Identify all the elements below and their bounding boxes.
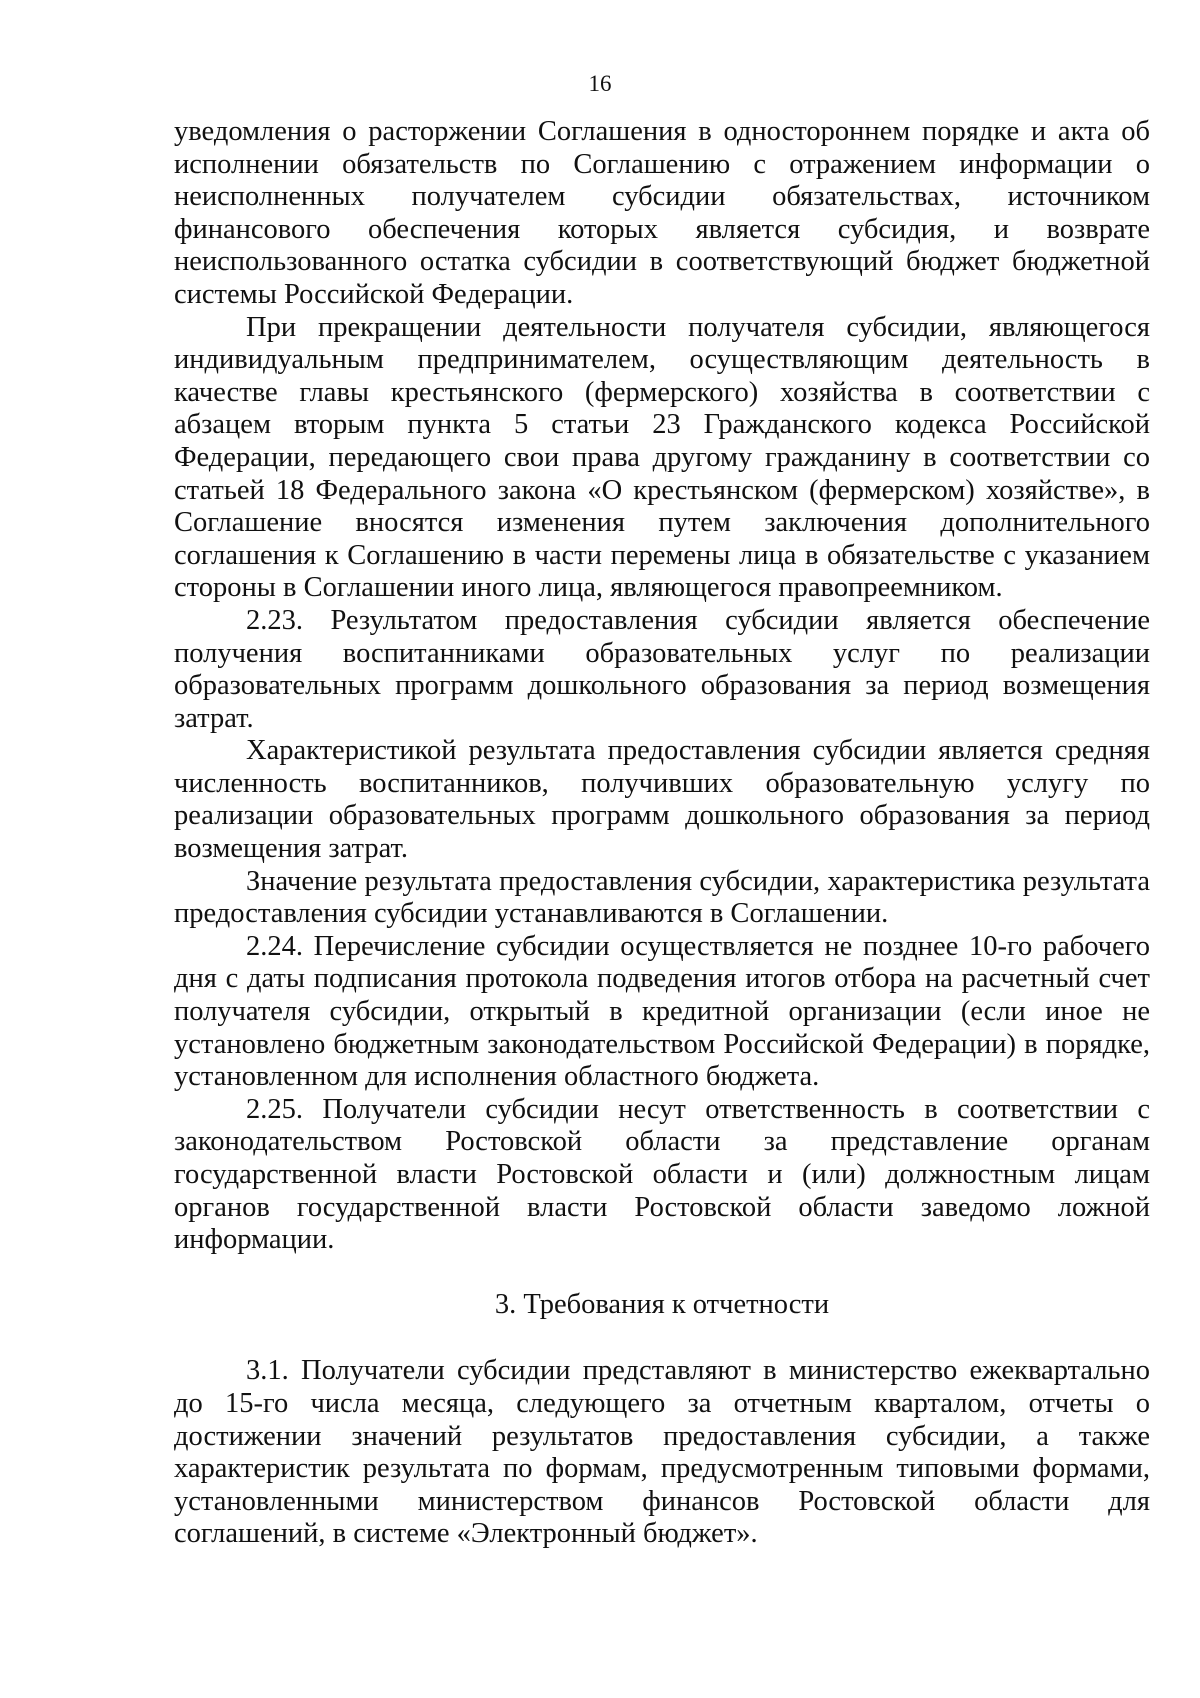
- paragraph-2-23: 2.23. Результатом предоставления субсидии является обеспечение получения воспитанниками образовательных услуг по реализации образовательных программ дошкольного образования за период возмещения затрат.: [174, 604, 1150, 734]
- paragraph-2-25: 2.25. Получатели субсидии несут ответственность в соответствии с законодательством Ростовской области за представление органам государственной власти Ростовской области и (или) должностным лицам органов государственной власти Ростовской области заведомо ложной информации.: [174, 1093, 1150, 1256]
- paragraph-continuation: уведомления о расторжении Соглашения в одностороннем порядке и акта об исполнении обязательств по Соглашению с отражением информации о неисполненных получателем субсидии обязательствах, источником финансового обеспечения которых является субсидия, и возврате неиспользованного остатка субсидии в соответствующий бюджет бюджетной системы Российской Федерации.: [174, 116, 1150, 310]
- page-number: 16: [588, 71, 612, 96]
- paragraph-termination-of-activity: При прекращении деятельности получателя субсидии, являющегося индивидуальным предпринимателем, осуществляющим деятельность в качестве главы крестьянского (фермерского) хозяйства в соответствии с абзацем вторым пункта 5 статьи 23 Гражданского кодекса Российской Федерации, передающего свои права другому гражданину в соответствии со статьей 18 Федерального закона «О крестьянском (фермерском) хозяйстве», в Соглашение вносятся изменения путем заключения дополнительного соглашения к Соглашению в части перемены лица в обязательстве с указанием стороны в Соглашении иного лица, являющегося правопреемником.: [174, 311, 1150, 604]
- paragraph-result-value: Значение результата предоставления субсидии, характеристика результата предоставления субсидии устанавливаются в Соглашении.: [174, 865, 1150, 930]
- document-body: [174, 116, 1150, 1551]
- paragraph-result-characteristic: Характеристикой результата предоставления субсидии является средняя численность воспитанников, получивших образовательную услугу по реализации образовательных программ дошкольного образования за период возмещения затрат.: [174, 735, 1150, 865]
- paragraph-2-24: 2.24. Перечисление субсидии осуществляется не позднее 10-го рабочего дня с даты подписания протокола подведения итогов отбора на расчетный счет получателя субсидии, открытый в кредитной организации (если иное не установлено бюджетным законодательством Российской Федерации) в порядке, установленном для исполнения областного бюджета.: [174, 930, 1150, 1093]
- paragraph-3-1: 3.1. Получатели субсидии представляют в министерство ежеквартально до 15-го числа месяца, следующего за отчетным кварталом, отчеты о достижении значений результатов предоставления субсидии, а также характеристик результата по формам, предусмотренным типовыми формами, установленными министерством финансов Ростовской области для соглашений, в системе «Электронный бюджет».: [174, 1355, 1150, 1550]
- section-heading: 3. Требования к отчетности: [494, 1288, 830, 1320]
